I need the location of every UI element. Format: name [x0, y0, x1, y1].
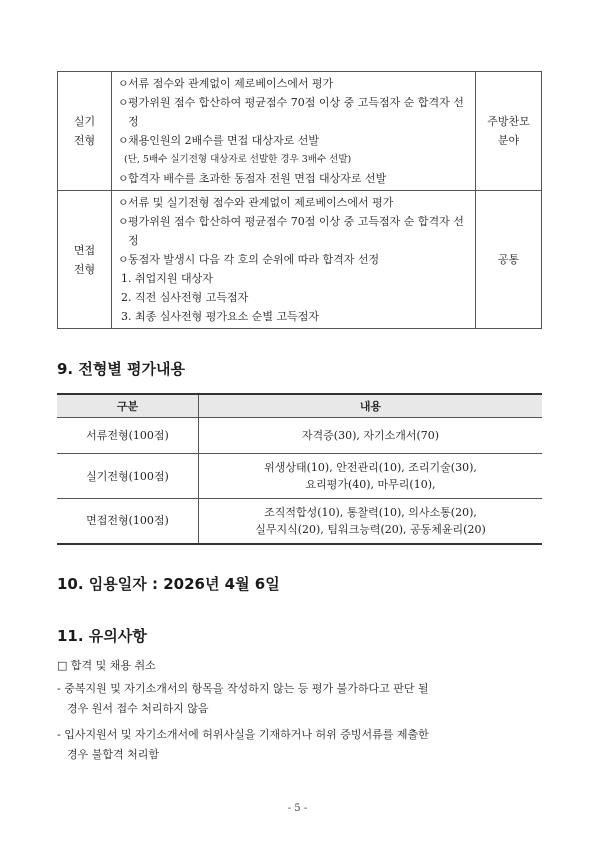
stage-cell: 면접 전형: [58, 191, 112, 329]
section-heading: 10. 임용일자 : 2026년 4월 6일: [57, 575, 280, 593]
table-header-row: [57, 394, 542, 418]
list-item: ㅇ 동점자 발생시 다음 각 호의 순위에 따라 합격자 선정: [118, 253, 380, 266]
content-cell: 위생상태(10), 안전관리(10), 조리기술(30), 요리평가(40), 마무리(10),: [199, 454, 543, 499]
criteria-cell: [112, 72, 476, 191]
table-row: [58, 191, 542, 329]
list-item: ㅇ 합격자 배수를 초과한 동점자 전원 면접 대상자로 선발: [118, 172, 387, 185]
list-item: ㅇ 평가위원 점수 합산하여 평균점수 70점 이상 중 고득점자 순 합격자 선정: [118, 215, 464, 247]
notice-list: [57, 656, 542, 765]
table-row: [57, 499, 542, 544]
content-cell: 자격증(30), 자기소개서(70): [199, 418, 543, 454]
list-item: - 중복지원 및 자기소개서의 항목을 작성하지 않는 등 평가 불가하다고 판단 될 경우 원서 접수 처리하지 않음: [57, 682, 429, 715]
sub-note: (단, 5배수 실기전형 대상자로 선발한 경우 3배수 선발): [124, 154, 352, 165]
list-item: ㅇ 서류 및 실기전형 점수와 관계없이 제로베이스에서 평가: [118, 196, 394, 209]
criteria-cell: [112, 191, 476, 329]
stage-cell: 실기 전형: [58, 72, 112, 191]
numbered-item: 3. 최종 심사전형 평가요소 순별 고득점자: [121, 310, 319, 323]
evaluation-table: [57, 393, 542, 545]
numbered-item: 2. 직전 심사전형 고득점자: [121, 291, 249, 304]
list-item: ㅇ 채용인원의 2배수를 면접 대상자로 선발: [118, 134, 319, 147]
content-cell: 조직적합성(10), 통찰력(10), 의사소통(20), 실무지식(20), 팀워크능력(20), 공동체윤리(20): [199, 499, 543, 544]
category-cell: 실기전형(100점): [57, 454, 199, 499]
field-cell: 주방찬모 분야: [476, 72, 542, 191]
checkbox-icon: □: [57, 659, 68, 672]
column-header: 내용: [199, 394, 543, 418]
list-item: ㅇ 서류 점수와 관계없이 제로베이스에서 평가: [118, 77, 334, 90]
page-number: - 5 -: [287, 803, 308, 814]
table-row: [57, 418, 542, 454]
section-heading: 9. 전형별 평가내용: [57, 360, 186, 378]
table-row: [57, 454, 542, 499]
list-item: ㅇ 평가위원 점수 합산하여 평균점수 70점 이상 중 고득점자 순 합격자 선정: [118, 96, 464, 128]
numbered-item: 1. 취업지원 대상자: [121, 272, 213, 285]
notice-heading: □ 합격 및 채용 취소: [57, 659, 156, 672]
list-item: - 입사지원서 및 자기소개서에 허위사실을 기재하거나 허위 증빙서류를 제출한 경우 불합격 처리함: [57, 728, 429, 761]
section-heading: 11. 유의사항: [57, 627, 147, 645]
category-cell: 서류전형(100점): [57, 418, 199, 454]
field-cell: 공통: [476, 191, 542, 329]
category-cell: 면접전형(100점): [57, 499, 199, 544]
column-header: 구분: [57, 394, 199, 418]
table-row: [58, 72, 542, 191]
selection-table: [57, 71, 542, 329]
